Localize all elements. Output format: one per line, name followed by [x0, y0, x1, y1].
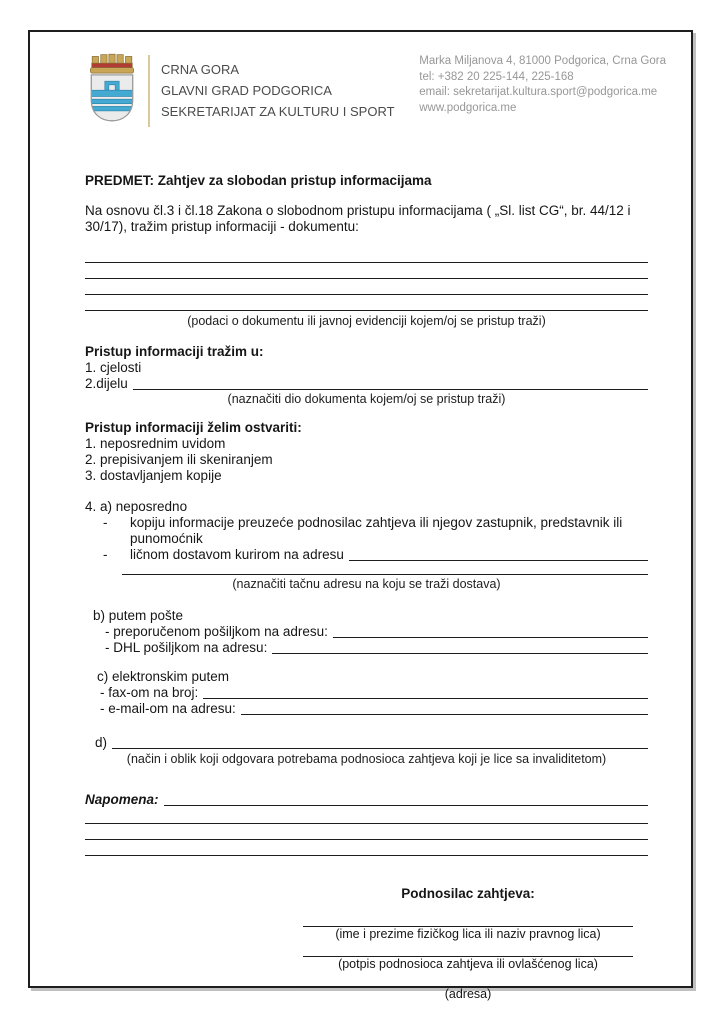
note-write-line-2	[85, 808, 648, 824]
access-scope-caption: (naznačiti dio dokumenta kojem/oj se pristup traži)	[227, 392, 506, 406]
signature-address-caption: (adresa)	[444, 987, 492, 1001]
delivery-c-email-row	[100, 701, 648, 717]
delivery-d-row	[95, 735, 648, 751]
access-scope-option-part-row	[85, 376, 648, 392]
delivery-a-heading: 4. a) neposredno	[85, 499, 188, 514]
document-description-line	[85, 247, 648, 263]
signature-title: Podnosilac zahtjeva:	[401, 886, 535, 901]
courier-address-caption: (naznačiti tačnu adresu na koju se traži dostava)	[232, 577, 501, 591]
org-line-department: SEKRETARIJAT ZA KULTURU I SPORT	[161, 104, 395, 119]
delivery-c-email-label: - e-mail-om na adresu:	[100, 701, 236, 716]
signature-address-line	[303, 973, 633, 987]
note-write-line-4	[85, 840, 648, 856]
delivery-b-heading: b) putem pošte	[93, 608, 184, 623]
delivery-a-pickup-text: kopiju informacije preuzeće podnosilac zahtjeva ili njegov zastupnik, predstavnik ili punomoćnik	[130, 515, 623, 546]
document-description-line	[85, 279, 648, 295]
registered-mail-address-write-line	[333, 624, 648, 638]
access-method-option-inspection: 1. neposrednim uvidom	[85, 436, 226, 451]
delivery-c-fax-label: - fax-om na broj:	[100, 685, 199, 700]
delivery-a-pickup-item	[85, 515, 648, 547]
signature-name-caption: (ime i prezime fizičkog lica ili naziv pravnog lica)	[335, 927, 601, 941]
note-label: Napomena:	[85, 792, 159, 807]
delivery-c-fax-row	[100, 685, 648, 701]
access-method-heading: Pristup informaciji želim ostvariti:	[85, 420, 302, 435]
document-description-lines	[85, 247, 648, 311]
email-address-write-line	[241, 701, 648, 715]
dash-bullet: -	[103, 515, 108, 530]
courier-address-write-line	[349, 547, 648, 561]
document-content	[30, 32, 691, 1001]
contact-email: email: sekretarijat.kultura.sport@podgorica.me	[419, 86, 658, 98]
subject-line: PREDMET: Zahtjev za slobodan pristup informacijama	[85, 173, 432, 188]
delivery-c-heading: c) elektronskim putem	[97, 669, 230, 684]
signature-block	[303, 886, 633, 1002]
intro-paragraph: Na osnovu čl.3 i čl.18 Zakona o slobodnom pristupu informacijama ( „Sl. list CG“, br. 44/12 i 30/17), tražim pristup informaciji - dokumentu:	[85, 203, 631, 234]
contact-website: www.podgorica.me	[419, 101, 517, 114]
delivery-b-dhl-row	[105, 640, 648, 656]
signature-name-line	[303, 913, 633, 927]
dash-bullet: -	[103, 547, 108, 562]
document-description-caption: (podaci o dokumentu ili javnoj evidenciji kojem/oj se pristup traži)	[187, 314, 546, 328]
delivery-b-dhl-label: - DHL pošiljkom na adresu:	[105, 640, 268, 655]
org-line-city: GLAVNI GRAD PODGORICA	[161, 83, 332, 98]
signature-sign-caption: (potpis podnosioca zahtjeva ili ovlašćenog lica)	[338, 957, 598, 971]
note-row	[85, 792, 648, 808]
letterhead-divider	[148, 55, 150, 127]
note-write-line-3	[85, 824, 648, 840]
fax-number-write-line	[203, 685, 648, 699]
delivery-d-caption: (način i oblik koji odgovara potrebama podnosioca zahtjeva koji je lice sa invaliditetom)	[126, 752, 607, 766]
document-description-line	[85, 263, 648, 279]
contact-phone: tel: +382 20 225-144, 225-168	[419, 70, 574, 83]
contact-block	[419, 52, 666, 116]
dhl-address-write-line	[272, 640, 648, 654]
delivery-d-label: d)	[95, 735, 108, 750]
note-write-line	[164, 792, 648, 806]
access-scope-option-part-label: 2.dijelu	[85, 376, 128, 391]
contact-address: Marka Miljanova 4, 81000 Podgorica, Crna Gora	[419, 55, 666, 67]
access-scope-part-write-line	[133, 376, 648, 390]
document-description-line	[85, 295, 648, 311]
border-frame	[28, 30, 693, 1001]
delivery-a-courier-label: ličnom dostavom kurirom na adresu	[130, 547, 344, 562]
signature-sign-line	[303, 943, 633, 957]
delivery-b-registered-row	[105, 624, 648, 640]
access-scope-option-whole: 1. cjelosti	[85, 360, 142, 375]
delivery-d-write-line	[112, 735, 648, 749]
access-scope-heading: Pristup informaciji tražim u:	[85, 344, 264, 359]
delivery-b-registered-label: - preporučenom pošiljkom na adresu:	[105, 624, 328, 639]
delivery-a-courier-item	[85, 547, 648, 563]
access-method-option-copying: 2. prepisivanjem ili skeniranjem	[85, 452, 273, 467]
org-line-country: CRNA GORA	[161, 62, 240, 77]
courier-address-write-line-2	[122, 563, 648, 575]
letterhead	[85, 52, 666, 140]
podgorica-coat-of-arms-icon	[85, 52, 139, 132]
access-method-option-copy-delivery: 3. dostavljanjem kopije	[85, 468, 222, 483]
org-name-block	[161, 52, 395, 122]
